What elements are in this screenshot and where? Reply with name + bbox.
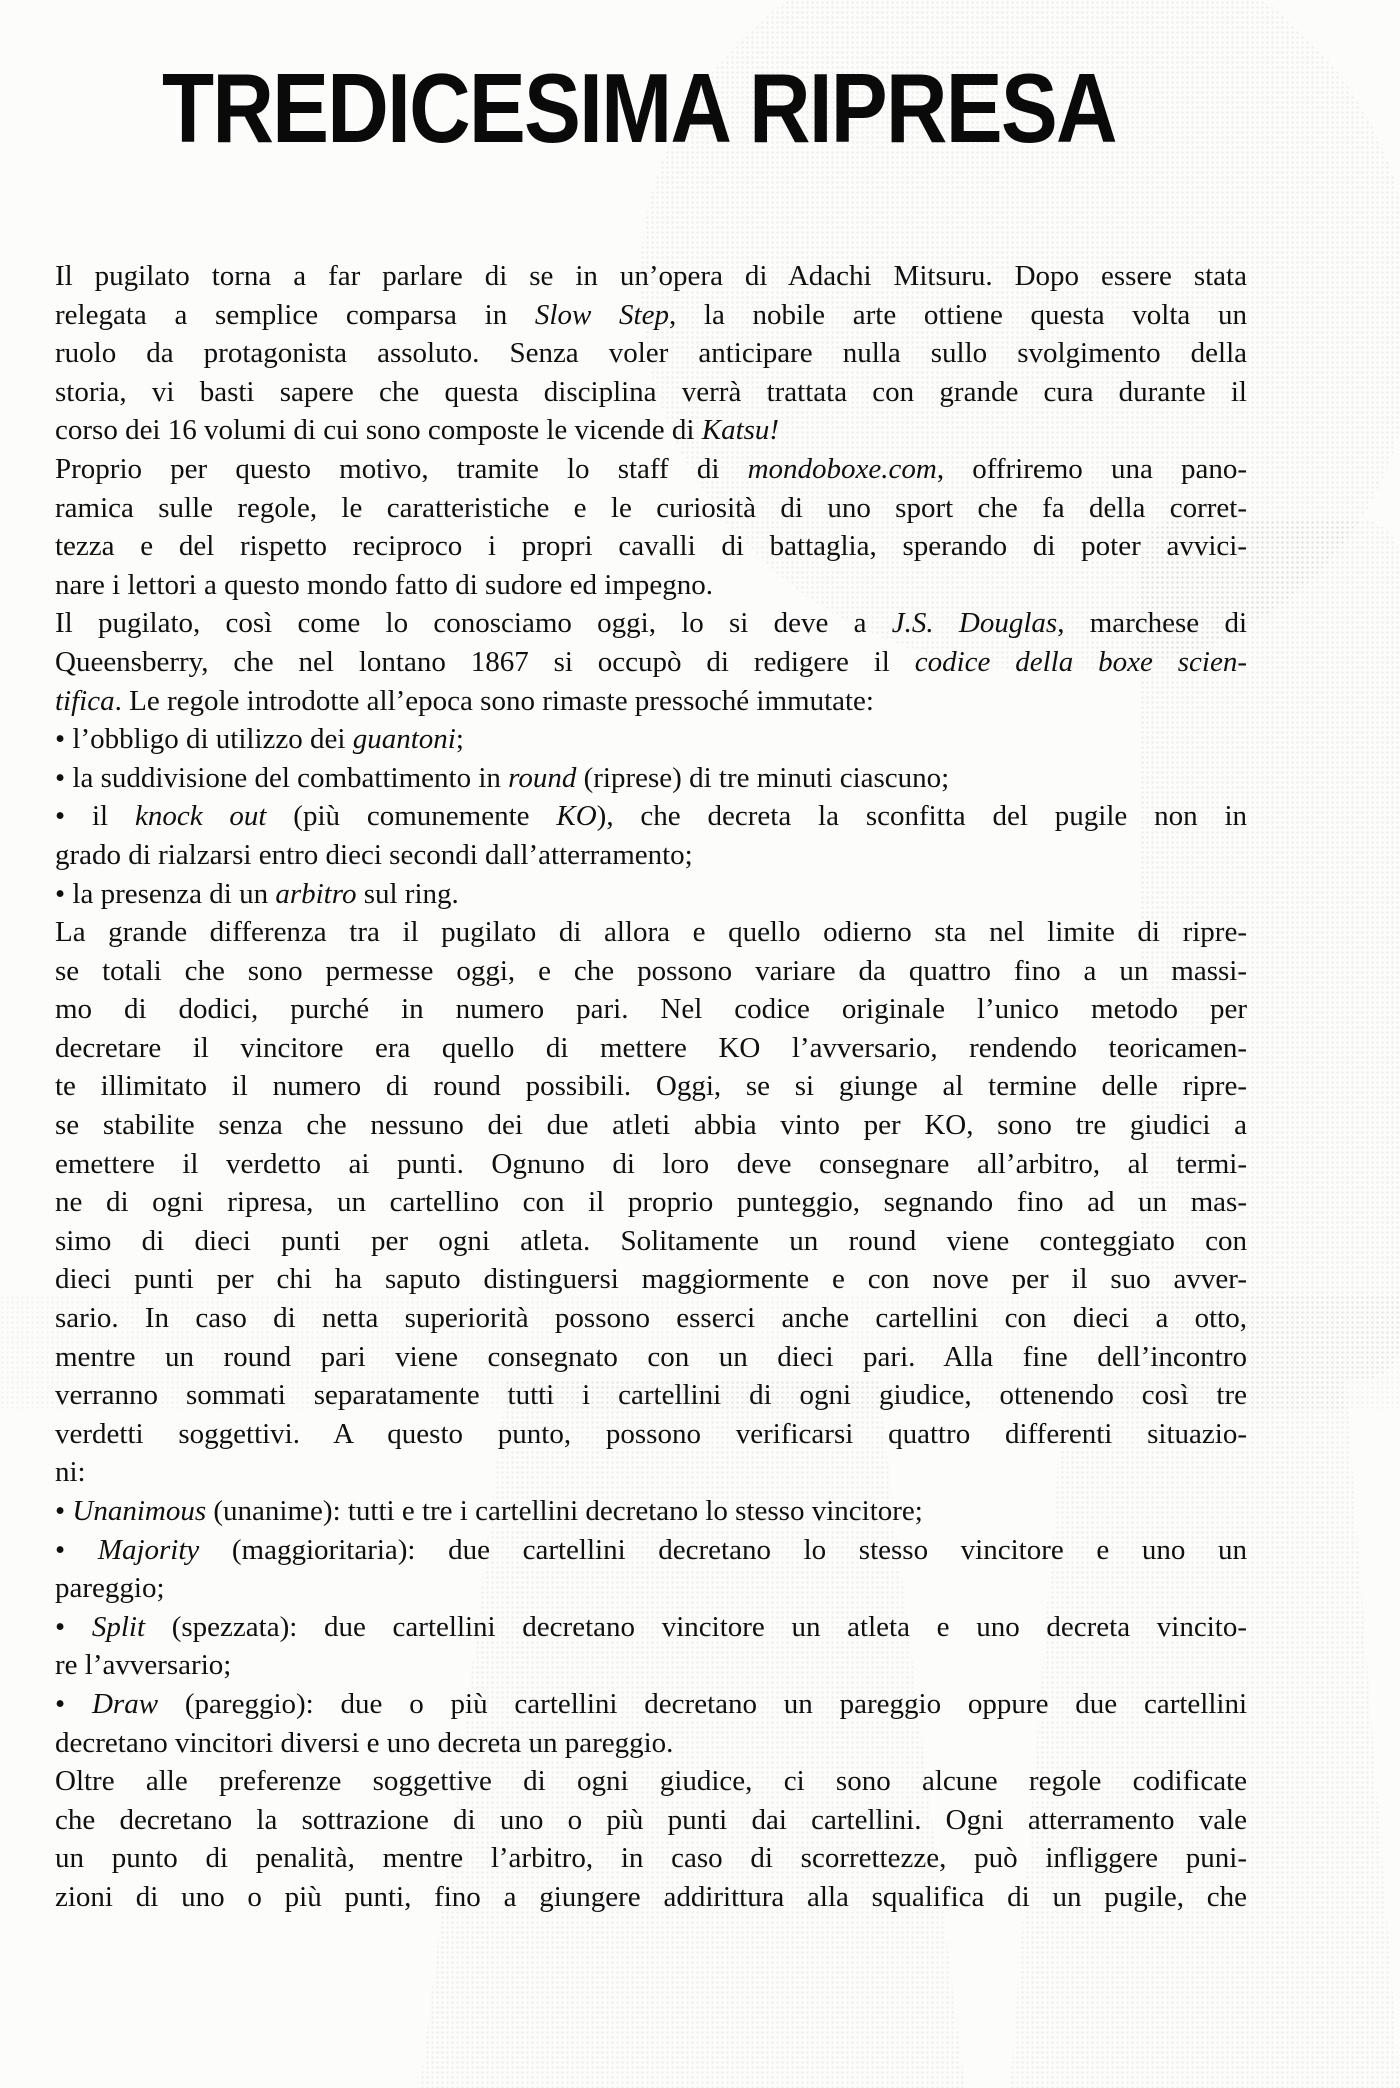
text-segment: (riprese) di tre minuti ciascuno; xyxy=(576,761,950,794)
text-line xyxy=(55,1338,1247,1377)
text-line xyxy=(55,527,1247,566)
text-segment: (maggioritaria): due cartellini decretano lo stesso vincitore e uno un xyxy=(199,1533,1247,1566)
text-line xyxy=(55,1762,1247,1801)
text-segment: storia, vi basti sapere che questa disciplina verrà trattata con grande cura durante il xyxy=(55,375,1247,408)
text-line xyxy=(55,952,1247,991)
text-line xyxy=(55,720,1247,759)
text-segment: verranno sommati separatamente tutti i cartellini di ogni giudice, ottenendo così tre xyxy=(55,1379,1247,1412)
text-segment: ramica sulle regole, le caratteristiche e le curiosità di uno sport che fa della corret- xyxy=(55,491,1247,524)
text-line xyxy=(55,489,1247,528)
text-segment: mentre un round pari viene consegnato con un dieci pari. Alla fine dell’incontro xyxy=(55,1340,1247,1373)
text-segment: verdetti soggettivi. A questo punto, possono verificarsi quattro differenti situazio- xyxy=(55,1417,1247,1450)
text-segment: re l’avversario; xyxy=(55,1649,232,1682)
text-segment: emettere il verdetto ai punti. Ognuno di loro deve consegnare all’arbitro, al termi- xyxy=(55,1147,1247,1180)
text-line xyxy=(55,1222,1247,1261)
text-segment: dieci punti per chi ha saputo distinguersi maggiormente e con nove per il suo avver- xyxy=(55,1263,1247,1296)
text-line xyxy=(55,373,1247,412)
italic-text-segment: knock out xyxy=(134,800,267,833)
text-line xyxy=(55,1685,1247,1724)
text-segment: ruolo da protagonista assoluto. Senza voler anticipare nulla sullo svolgimento della xyxy=(55,337,1247,370)
italic-text-segment: J.S. Douglas xyxy=(891,607,1058,640)
text-line xyxy=(55,604,1247,643)
text-segment: , offriremo una pano- xyxy=(936,452,1247,485)
text-segment: , marchese di xyxy=(1057,607,1247,640)
text-segment: mo di dodici, purché in numero pari. Nel codice originale l’unico metodo per xyxy=(55,993,1247,1026)
text-line xyxy=(55,1067,1247,1106)
text-line xyxy=(55,1492,1247,1531)
text-line xyxy=(55,1453,1247,1492)
text-segment: (unanime): tutti e tre i cartellini decretano lo stesso vincitore; xyxy=(206,1495,923,1527)
body-text xyxy=(55,257,1247,1917)
text-segment: ), che decreta la sconfitta del pugile non in xyxy=(596,800,1247,833)
text-line xyxy=(55,1608,1247,1647)
italic-text-segment: Katsu! xyxy=(701,414,780,447)
italic-text-segment: Split xyxy=(91,1610,146,1643)
text-segment: • l’obbligo di utilizzo dei xyxy=(55,723,353,756)
italic-text-segment: tifica xyxy=(55,684,115,717)
text-segment: Proprio per questo motivo, tramite lo staff di xyxy=(55,452,748,485)
text-line xyxy=(55,643,1247,682)
text-segment: • il xyxy=(55,800,135,833)
text-line xyxy=(55,1878,1247,1917)
text-segment: (spezzata): due cartellini decretano vincitore un atleta e uno decreta vincito- xyxy=(145,1610,1247,1643)
text-line xyxy=(55,875,1247,914)
italic-text-segment: arbitro xyxy=(275,877,357,910)
text-line xyxy=(55,1415,1247,1454)
text-segment: • xyxy=(55,1533,98,1566)
text-segment: che decretano la sottrazione di uno o più punti dai cartellini. Ogni atterramento vale xyxy=(55,1803,1247,1836)
text-segment: La grande differenza tra il pugilato di allora e quello odierno sta nel limite di ripre- xyxy=(55,916,1247,949)
text-line xyxy=(55,1106,1247,1145)
text-segment: ni: xyxy=(55,1456,86,1489)
text-segment: Il pugilato, così come lo conosciamo oggi, lo si deve a xyxy=(55,607,892,640)
italic-text-segment: round xyxy=(508,761,577,794)
italic-text-segment: Slow Step xyxy=(534,298,669,331)
text-segment: corso dei 16 volumi di cui sono composte le vicende di xyxy=(55,414,702,447)
text-segment: • xyxy=(55,1495,73,1527)
text-line xyxy=(55,913,1247,952)
italic-text-segment: Draw xyxy=(91,1687,159,1720)
text-segment: un punto di penalità, mentre l’arbitro, in caso di scorrettezze, può infliggere puni- xyxy=(55,1842,1247,1875)
italic-text-segment: Unanimous xyxy=(72,1495,207,1527)
text-segment: (più comunemente xyxy=(266,800,557,833)
text-line xyxy=(55,836,1247,875)
text-segment: sario. In caso di netta superiorità possono esserci anche cartellini con dieci a otto, xyxy=(55,1302,1247,1335)
text-line xyxy=(55,1801,1247,1840)
text-segment: . Le regole introdotte all’epoca sono rimaste pressoché immutate: xyxy=(114,684,874,717)
text-line xyxy=(55,990,1247,1029)
text-segment: Il pugilato torna a far parlare di se in un’opera di Adachi Mitsuru. Dopo essere stata xyxy=(55,260,1247,292)
text-line xyxy=(55,1724,1247,1763)
italic-text-segment: Majority xyxy=(97,1533,200,1566)
text-segment: tezza e del rispetto reciproco i propri cavalli di battaglia, sperando di poter avvici- xyxy=(55,530,1247,563)
text-line xyxy=(55,1376,1247,1415)
text-line xyxy=(55,296,1247,335)
text-segment: ne di ogni ripresa, un cartellino con il proprio punteggio, segnando fino ad un mas- xyxy=(55,1186,1247,1219)
text-segment: • la presenza di un xyxy=(55,877,276,910)
text-line xyxy=(55,257,1247,296)
text-segment: pareggio; xyxy=(55,1572,165,1605)
text-segment: te illimitato il numero di round possibili. Oggi, se si giunge al termine delle ripre- xyxy=(55,1070,1247,1103)
text-line xyxy=(55,566,1247,605)
text-line xyxy=(55,682,1247,721)
italic-text-segment: codice della boxe scien- xyxy=(914,645,1247,678)
text-segment: Oltre alle preferenze soggettive di ogni giudice, ci sono alcune regole codificate xyxy=(55,1765,1247,1798)
text-segment: • xyxy=(55,1610,92,1643)
text-segment: , la nobile arte ottiene questa volta un xyxy=(668,298,1247,331)
text-line xyxy=(55,450,1247,489)
text-segment: decretare il vincitore era quello di mettere KO l’avversario, rendendo teoricamen- xyxy=(55,1031,1247,1064)
text-line xyxy=(55,1183,1247,1222)
text-segment: • xyxy=(55,1687,92,1720)
text-line xyxy=(55,1646,1247,1685)
text-segment: decretano vincitori diversi e uno decreta un pareggio. xyxy=(55,1726,674,1759)
text-segment: ; xyxy=(455,723,464,756)
text-segment: se stabilite senza che nessuno dei due atleti abbia vinto per KO, sono tre giudici a xyxy=(55,1109,1247,1142)
text-line xyxy=(55,797,1247,836)
text-segment: nare i lettori a questo mondo fatto di sudore ed impegno. xyxy=(55,568,713,601)
text-line xyxy=(55,1145,1247,1184)
text-line xyxy=(55,1029,1247,1068)
text-line xyxy=(55,1839,1247,1878)
text-line xyxy=(55,411,1247,450)
text-segment: sul ring. xyxy=(356,877,459,910)
text-segment: zioni di uno o più punti, fino a giungere addirittura alla squalifica di un pugile, che xyxy=(55,1880,1247,1913)
text-line xyxy=(55,759,1247,798)
text-segment: grado di rialzarsi entro dieci secondi dall’atterramento; xyxy=(55,838,693,871)
italic-text-segment: guantoni xyxy=(352,723,456,756)
text-line xyxy=(55,334,1247,373)
text-line xyxy=(55,1531,1247,1570)
text-segment: simo di dieci punti per ogni atleta. Solitamente un round viene conteggiato con xyxy=(55,1224,1247,1257)
text-segment: se totali che sono permesse oggi, e che possono variare da quattro fino a un massi- xyxy=(55,954,1247,987)
text-line xyxy=(55,1569,1247,1608)
italic-text-segment: mondoboxe.com xyxy=(747,452,937,485)
text-line xyxy=(55,1260,1247,1299)
text-segment: • la suddivisione del combattimento in xyxy=(55,761,509,794)
text-segment: Queensberry, che nel lontano 1867 si occupò di redigere il xyxy=(55,645,915,678)
text-segment: (pareggio): due o più cartellini decretano un pareggio oppure due cartellini xyxy=(158,1687,1247,1720)
page-title: TREDICESIMA RIPRESA xyxy=(162,53,1116,163)
italic-text-segment: KO xyxy=(556,800,597,833)
text-line xyxy=(55,1299,1247,1338)
text-segment: relegata a semplice comparsa in xyxy=(55,298,535,331)
